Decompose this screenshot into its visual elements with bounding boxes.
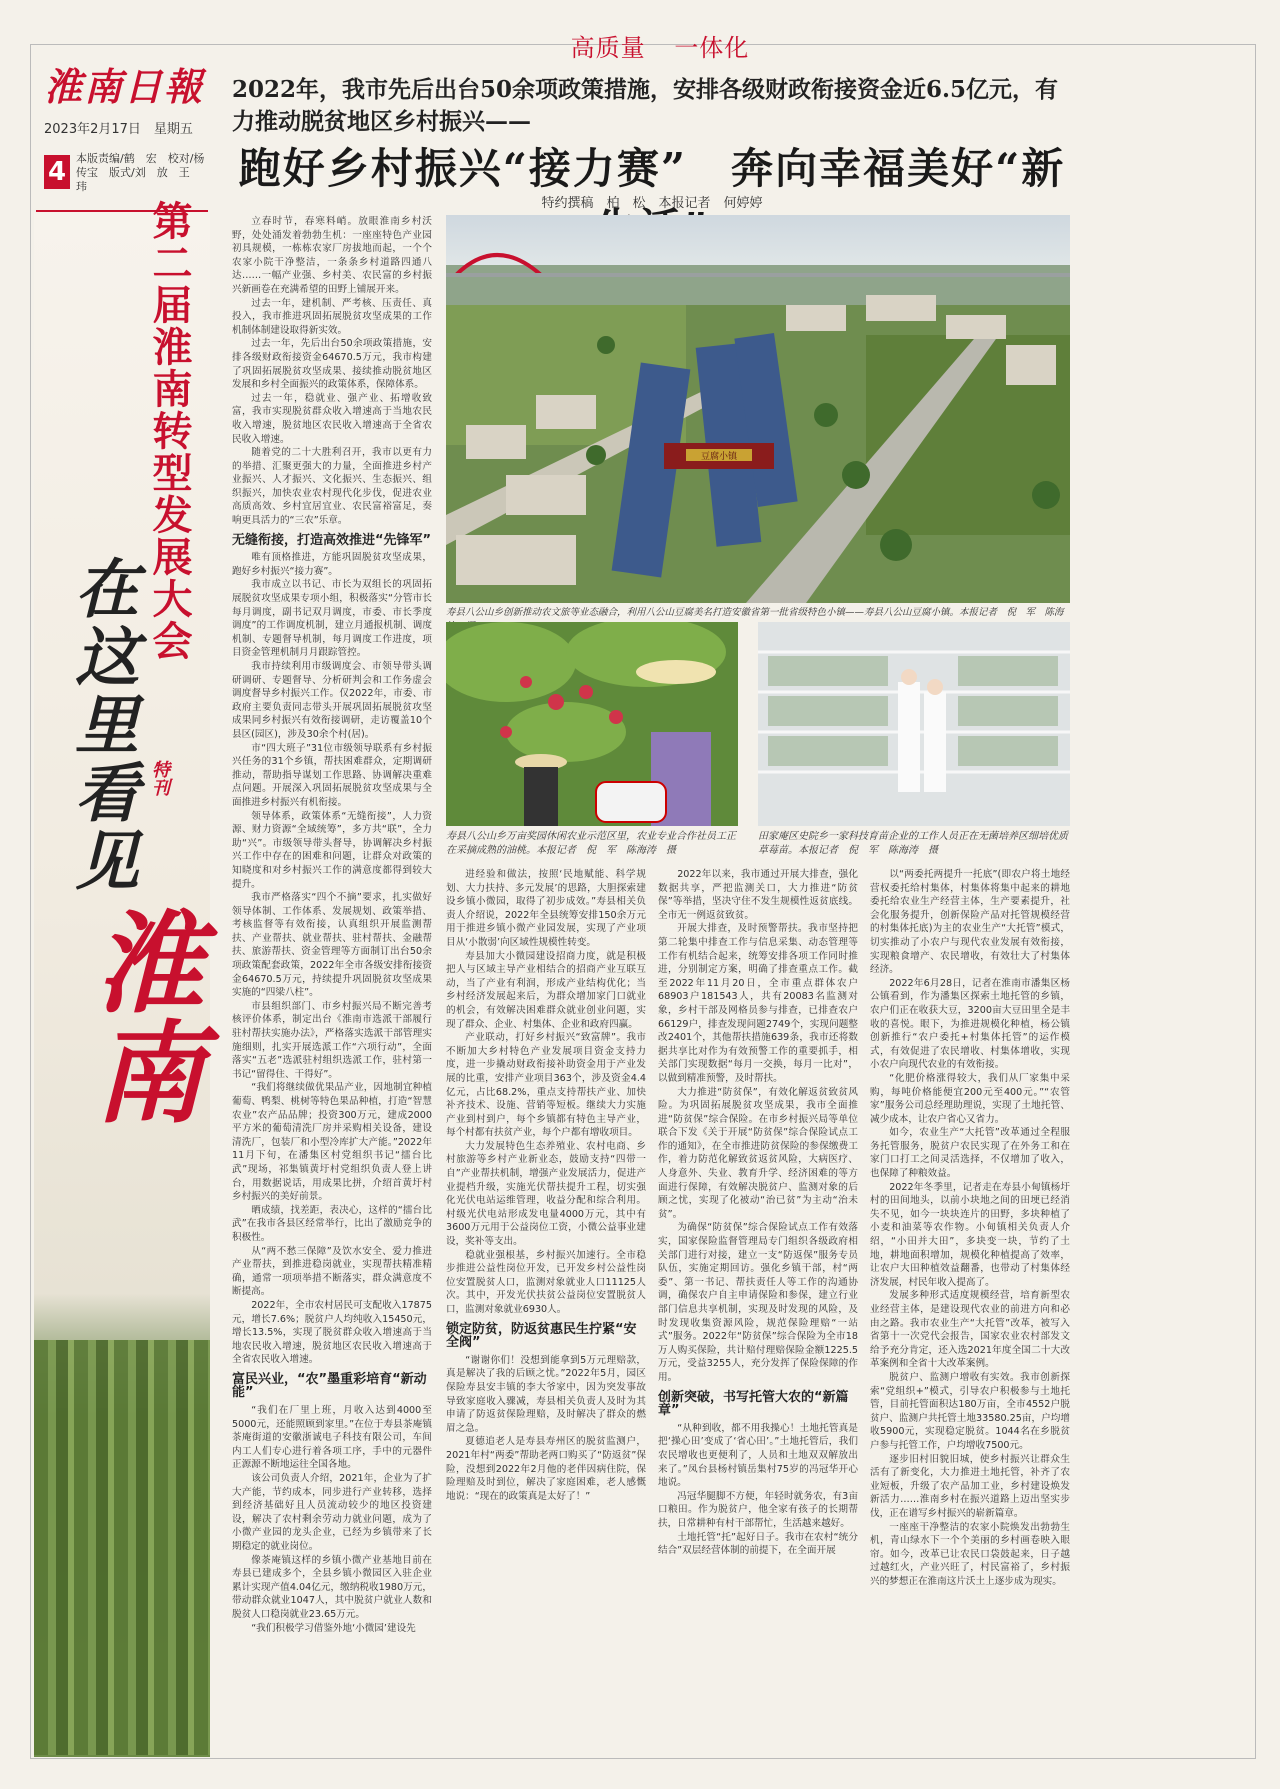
- paragraph: 逐步旧村旧貌旧城，使乡村振兴让群众生活有了新变化，大力推进土地托管，补齐了农业短板，升级了农产品加工业，乡村建设焕发新活力……淮南乡村在振兴道路上迈出坚实步伐，正在谱写乡村振兴的崭新篇章。: [870, 1453, 1070, 1519]
- article-column-4: [870, 868, 1070, 1750]
- caption-aerial-village: 寿县八公山乡创新推动农文旅等业态融合，利用八公山豆腐美名打造安徽省第一批省级特色小镇——寿县八公山豆腐小镇。本报记者 倪 军 陈海: [446, 607, 1064, 618]
- peach-picking-illustration: [446, 622, 738, 826]
- paragraph: 大力发展特色生态养殖业、农村电商、乡村旅游等乡村产业新业态，鼓励支持“四带一自”产业帮扶机制，增强产业发展活力，促进产业提档升级，实施光伏帮扶提升工程，切实强化光伏电站运维管理，收益分配和综合利用。村级光伏电站形成发电量4000万元，其中有3600万元用于公益岗位工资，小微公益事业建设，奖补等支出。: [446, 1140, 646, 1248]
- paragraph: 过去一年，稳就业、强产业、拓增收致富，我市实现脱贫群众收入增速高于当地农民收入增速，脱贫地区农民收入增速高于全省农民收入增速。: [232, 392, 432, 445]
- paragraph: 如今，农业生产“大托管”改革通过全程服务托管服务，脱贫户农民实现了在外务工和在家门口打工之间灵活选择，不仅增加了收入，也保障了种粮效益。: [870, 1127, 1070, 1180]
- paragraph: 大力推进“防贫保”，有效化解返贫致贫风险。为巩固拓展脱贫攻坚成果，我市全面推进“防贫保”综合保险。在市乡村振兴局等单位联合下发《关于开展“防贫保”综合保险试点工作的通知》，在全市推进防贫保险的参保缴费工作，着力防范化解致贫返贫风险，大病医疗、人身意外、失业、教育升学、经济困难的等方面进行保障，有效解决脱贫户、监测对象的后顾之忧，实现了化被动“治已贫”为主动“治未贫”。: [658, 1086, 858, 1220]
- paragraph: “谢谢你们！没想到能拿到5万元理赔款，真是解决了我的后顾之忧。”2022年5月，园区保险寿县安丰镇的李大爷家中，因为突发事故导致家庭收入骤减，寿县相关负责人及时为其申请了防返贫保险理赔，及时解决了群众的燃眉之急。: [446, 1354, 646, 1434]
- article-byline: 特约撰稿 柏 松 本报记者 何婷婷: [541, 196, 763, 211]
- section-subheading: 创新突破，书写托管大农的“新篇章”: [658, 1389, 849, 1419]
- paragraph: 我市成立以书记、市长为双组长的巩固拓展脱贫攻坚成果专项小组，积极落实“分管市长每月调度，副书记双月调度，市委、市长季度调度”的工作调度机制，建立月通报机制、调度机制、专题督导机制，每月调度工作进度，项目资金管理机制月月跟踪管控。: [232, 579, 432, 659]
- section-subheading: 无缝衔接，打造高效推进“先锋军”: [232, 532, 432, 548]
- page-number: 4: [44, 155, 70, 189]
- slogan-calligraphy: 在这里看见: [64, 555, 139, 895]
- paragraph: 立春时节，春寒料峭。放眼淮南乡村沃野，处处涌发着勃勃生机：一座座特色产业园初具规模，一栋栋农家厂房拔地而起，一个个农家小院干净整洁，一条条乡村道路四通八达……一幅产业强、乡村美、农民富的乡村振兴新画卷在充满希望的田野上铺展开来。: [232, 216, 432, 295]
- masthead: 淮南日報: [44, 64, 205, 109]
- paragraph: “我们积极学习借鉴外地‘小微园’建设先: [251, 1622, 416, 1634]
- aerial-village-illustration: [446, 215, 1070, 603]
- article-column-3: [658, 868, 858, 1750]
- photo-seedling-lab: [758, 622, 1070, 826]
- paragraph: “我们将继续做优果品产业，因地制宜种植葡萄、鸭梨、桃树等特色果品种植，打造“智慧农业”农产品品牌；投资300万元，建成2000平方米的葡萄清洗厂房并采购相关设备，建设清洗厂，包装厂和小型冷库扩大产能。”2022年11月下旬，在潘集区村党组织书记“擂台比武”现场，祁集镇黄圩村党组织负责人登上讲台，用数据说话，用成果比拼，介绍首黄圩村乡村振兴的美好前景。: [232, 1082, 432, 1203]
- paragraph: 冯冠华腿脚不方便，年轻时就务农，有3亩口粮田。作为脱贫户，他全家有孩子的长期帮扶，日常耕种有村干部帮忙，生活越来越好。: [658, 1490, 858, 1529]
- paragraph: 寿县加大小微园建设招商力度，就是积极把人与区域主导产业相结合的招商产业互联互动，当了产业有利润，形成产业结构优化；当乡村经济发展起来后，为群众增加家门口就业的机会，有效解决困难群众就业创业问题，实现了群众、企业、村集体、企业和政府四赢。: [446, 950, 646, 1030]
- conference-title: 第二届淮南转型发展大会: [146, 200, 193, 662]
- article-column-2: [446, 868, 646, 1750]
- seedling-lab-illustration: [758, 622, 1070, 826]
- city-calligraphy: 淮南: [76, 905, 205, 1125]
- paragraph: 过去一年，先后出台50余项政策措施，安排各级财政衔接资金64670.5万元，我市构建了巩固拓展脱贫攻坚成果、接续推动脱贫地区发展和乡村全面振兴的政策体系，保障体系。: [232, 338, 432, 391]
- paragraph: 2022年，全市农村居民可支配收入17875元，增长7.6%；脱贫户人均纯收入15450元，增长13.5%，实现了脱贫群众收入增速高于当地农民收入增速，脱贫地区农民收入增速高于全省农民收入增速。: [232, 1299, 432, 1366]
- photo-peach-picking: [446, 622, 738, 826]
- paragraph: 开展大排查，及时预警帮扶。我市坚持把第二轮集中排查工作与信息采集、动态管理等工作有机结合起来，统筹安排各项工作同时推进，分别制定方案，明确了排查重点工作。截至2022年11月20日，全市重点群体农户68903户181543人，共有20083名监测对象，乡村干部及网格员参与排查，已排查农户66129户，排查发现问题2749个，实现问题整改2401个，其他帮扶措施639条，我市还将数据共享比对作为有效预警工作的重要抓手，相关部门实现数据“每月一交换，每月一比对”，以做到精准预警，及时帮扶。: [658, 923, 858, 1084]
- paragraph: 市县组织部门、市乡村振兴局不断完善考核评价体系，制定出台《淮南市选派干部履行驻村帮扶实施办法》，严格落实选派干部管理实施细则，扎实开展选派工作“六项行动”，全面落实“五老”选派驻村组织选派工作，驻村第一书记“留得住、干得好”。: [232, 1000, 432, 1080]
- paragraph: 土地托管“托”起好日子。我市在农村“统分结合”双层经营体制的前提下，在全面开展: [658, 1531, 858, 1557]
- gate-sign-text: 豆腐小镇: [700, 452, 738, 462]
- paragraph: 稳就业强根基，乡村振兴加速行。全市稳步推进公益性岗位开发，已开发乡村公益性岗位安置脱贫人口，监测对象就业人口11125人次。其中，开发光伏扶贫公益岗位安置脱贫人口，监测对象就业6930人。: [446, 1249, 646, 1315]
- paragraph: 像茶庵镇这样的乡镇小微产业基地目前在寿县已建成多个，全县乡镇小微园区入驻企业累计实现产值4.04亿元，缴纳税收1980万元，带动群众就业1047人，其中脱贫户就业人数和脱贫人口稳岗就业23.65万元。: [232, 1554, 432, 1620]
- caption-peach-picking: 寿县八公山乡万亩奖园休闲农业示范区里，农业专业合作社员工正在采摘成熟的油桃。本报记者 倪 军 陈海涛 摄: [446, 831, 736, 856]
- paragraph: 唯有顶格推进，方能巩固脱贫攻坚成果，跑好乡村振兴“接力赛”。: [232, 552, 432, 577]
- paragraph: 随着党的二十大胜利召开，我市以更有力的举措、汇聚更强大的力量，全面推进乡村产业振兴、人才振兴、文化振兴、生态振兴、组织振兴，加快农业农村现代化步伐，促进农业高质高效、乡村宜居宜业、农民富裕富足，奏响更具活力的“三农”乐章。: [232, 447, 432, 527]
- paragraph: 2022年6月28日，记者在淮南市潘集区杨公镇看到，作为潘集区探索土地托管的乡镇，农户们正在收获大豆，3200亩大豆田里全是丰收的喜悦。眼下，为推进规模化种植，杨公镇创新推行“农户委托+村集体托管”的运作模式，有效促进了农民增收、村集体增收，实现小农户向现代农业的有效衔接。: [870, 977, 1070, 1071]
- paragraph: 我市持续利用市级调度会、市领导带头调研调研、专题督导、分析研判会和工作务虚会调度督导乡村振兴工作。仅2022年，市委、市政府主要负责同志带头开展巩固拓展脱贫攻坚成果同乡村振兴有效衔接调研，走访覆盖10个县区(园区)，涉及30余个村(居)。: [232, 661, 432, 740]
- paragraph: 发展多种形式适度规模经营，培育新型农业经营主体，是建设现代农业的前进方向和必由之路。我市农业生产“大托管”改革，被写入省第十一次党代会报告，国家农业农村部发文给予充分肯定，还入选2021年度全国二十大改革案例和全省十大改革案例。: [870, 1290, 1070, 1370]
- article-column-1: [232, 215, 432, 1750]
- section-subheading: 富民兴业，“农”墨重彩培育“新动能”: [232, 1371, 427, 1401]
- paragraph: 市“四大班子”31位市级领导联系有乡村振兴任务的31个乡镇，帮扶困难群众，定期调研推动，帮助指导谋划工作思路、协调解决重难点问题。开展深入巩固拓展脱贫攻坚成果与全面推进乡村振兴有机衔接。: [232, 742, 432, 808]
- paragraph: 2022年冬季里，记者走在寿县小甸镇杨圩村的田间地头，以前小块地之间的田埂已经消失不见，如今一块块连片的田野，多块种植了小麦和油菜等农作物。小甸镇相关负责人介绍，“小田并大田”，多块变一块，节约了土地，耕地面积增加，规模化种植提高了效率，让农户大田种植效益翻番，也带动了村集体经济发展，村民年收入提高了。: [870, 1181, 1070, 1288]
- paragraph: 进经验和做法，按照‘民地赋能、科学规划、大力扶持、多元发展’的思路，大胆探索建设乡镇小微园，取得了初步成效。”寿县相关负责人介绍说，2022年全县统筹安排150余万元用于推进乡镇小微产业园发展，实现了产业项目从‘小散弱’向区域性规模性转变。: [446, 869, 646, 948]
- paragraph: 从“两不愁三保障”及饮水安全、爱力推进产业帮扶，到推进稳岗就业，实现帮扶精准精确，通常一项项举措不断落实，群众满意度不断提高。: [232, 1245, 432, 1298]
- section-header: [460, 28, 860, 63]
- issue-date: 2023年2月17日 星期五: [44, 122, 193, 137]
- paragraph: 一座座干净整洁的农家小院焕发出勃勃生机，青山绿水下一个个美丽的乡村画卷映入眼帘。如今，改革已让农民口袋鼓起来，日子越过越红火，产业兴旺了，村民富裕了，乡村振兴的梦想正在淮南这片沃土上逐步成为现实。: [870, 1521, 1070, 1587]
- paragraph: 过去一年，建机制、严考核、压责任、真投入，我市推进巩固拓展脱贫攻坚成果的工作机制体制建设取得新实效。: [232, 297, 432, 336]
- farmland-aerial-image: [34, 1340, 210, 1755]
- paragraph: 我市严格落实“四个不摘”要求，扎实做好领导体制、工作体系、发展规划、政策举措、考核监督等有效衔接，认真组织开展监测帮扶、产业帮扶、就业帮扶、驻村帮扶、金融帮扶、旅游帮扶、资金管理等方面制订出台50余项政策配套政策，2022年全市各级安排衔接资金64670.5万元，持续提升巩固脱贫攻坚成果实施的“四梁八柱”。: [232, 892, 432, 999]
- paragraph: 以“两委托两提升一托底”(即农户将土地经营权委托给村集体，村集体将集中起来的耕地委托给农业生产经营主体，生产要素提升，社会化服务提升，创新保险产品对托管规模经营的村集体托底)为主的农业生产“大托管”模式，切实推动了小农户与现代农业发展有效衔接，实现粮食增产、农民增收，有效壮大了村集体经济。: [870, 869, 1070, 976]
- paragraph: 夏德追老人是寿县寿州区的脱贫监测户，2021年村“两委”帮助老两口购买了“防返贫”保险，没想到2022年2月他的老伴因病住院，保险理赔及时到位，解决了家庭困难，老人感慨地说：“现在的政策真是太好了！”: [446, 1436, 646, 1502]
- paragraph: 产业联动，打好乡村振兴“致富牌”。我市不断加大乡村特色产业发展项目资金支持力度，进一步撬动财政衔接补助资金用于产业发展的比重，安排产业项目363个，涉及资金4.4亿元，占比68.2%，重点支持帮扶产业、加快补齐技术、设施、营销等短板。继续大力实施产业到村到户，每个乡镇都有特色主导产业，每个村都有扶贫产业，每个户都有增收项目。: [446, 1032, 646, 1139]
- editor-credits: 本版责编/鹤 宏 校对/杨传宝 版式/刘 放 王 玮: [76, 152, 205, 193]
- paragraph: 领导体系，政策体系“无缝衔接”，人力资源、财力资源“全域统筹”，多方共“联”，全力助“兴”。市级领导带头督导，协调解决乡村振兴工作中存在的困难和问题，让群众对政策的知晓度和对乡村振兴工作的满意度都得到较大提升。: [232, 810, 432, 890]
- paragraph: “我们在厂里上班，月收入达到4000至5000元，还能照顾到家里。”在位于寿县茶庵镇茶庵街道的安徽浙诚电子科技有限公司，车间内工人们专心进行着各项工序，手中的元器件正源源不断地运往全国各地。: [232, 1405, 432, 1471]
- paragraph: 2022年以来，我市通过开展大排查，强化数据共享，严把监测关口，大力推进“防贫保”等举措，坚决守住不发生规模性返贫底线。全市无一例返贫致贫。: [658, 869, 858, 921]
- special-edition-label: 特刊: [149, 760, 170, 796]
- section-tag-integration: 一体化: [674, 34, 750, 62]
- paragraph: “化肥价格涨得较大，我们从厂家集中采购，每吨价格能便宜200元至400元。”“农管家”服务公司总经理助理说，实现了土地托管、减少成本，让农户省心又省力。: [870, 1072, 1070, 1125]
- article-headline: 跑好乡村振兴“接力赛” 奔向幸福美好“新: [238, 144, 1066, 193]
- paragraph: “从种到收，都不用我操心！土地托管真是把‘操心田’变成了‘省心田’。”土地托管后，我们农民增收也更便利了，人员和土地双双解放出来了。”凤台县杨村镇岳集村75岁的冯冠华开心地说。: [658, 1422, 858, 1489]
- caption-seedling-lab: 田家庵区史院乡一家科技育苗企业的工作人员正在无菌培养区细培优质草莓苗。本报记者 倪 军 陈海涛 摄: [758, 831, 1068, 856]
- paragraph: 该公司负责人介绍，2021年，企业为了扩大产能，节约成本，同步进行产业转移，选择到经济基础好且人员流动较少的地区投资建设，解决了农村剩余劳动力就业问题，成为了小微产业园的龙头企业，已经为乡镇带来了长期稳定的就业岗位。: [232, 1473, 432, 1552]
- section-subheading: 锁定防贫，防返贫惠民生拧紧“安全阀”: [446, 1321, 637, 1351]
- article-kicker: 2022年，我市先后出台50余项政策措施，安排各级财政衔接资金近6.5亿元，有力推动脱贫地区乡村振兴——: [232, 76, 1059, 135]
- photo-aerial-village: [446, 215, 1070, 603]
- paragraph: 晒成绩，找差距，表决心，这样的“擂台比武”在我市各县区经常举行，比出了激励竞争的积极性。: [232, 1204, 432, 1243]
- paragraph: 为确保“防贫保”综合保险试点工作有效落实，国家保险监督管理局专门组织各级政府相关部门进行对接，建立一支“防返保”服务专员队伍，实施定期回访。强化乡镇干部，村“两委”、第一书记、帮扶责任人等工作的沟通协调，确保农户自主申请保险和参保，建立行业部门信息共享机制，实现及时发现的风险，及时发现收集资源风险，规范保险理赔“一站式”服务。2022年“防贫保”综合保险为全市18万人购买保险，共计赔付理赔保险金额1225.5万元，受益3255人，充分发挥了保险保障的作用。: [658, 1222, 858, 1383]
- paragraph: 脱贫户、监测户增收有实效。我市创新探索“党组织+”模式，引导农户积极参与土地托管，目前托管面积达180万亩，全市4552户脱贫户、监测户共托管土地33580.25亩，户均增收5900元，实现稳定脱贫。1044名在乡脱贫户参与托管工作，户均增收7500元。: [870, 1371, 1070, 1451]
- section-tag-quality: 高质量: [570, 34, 646, 62]
